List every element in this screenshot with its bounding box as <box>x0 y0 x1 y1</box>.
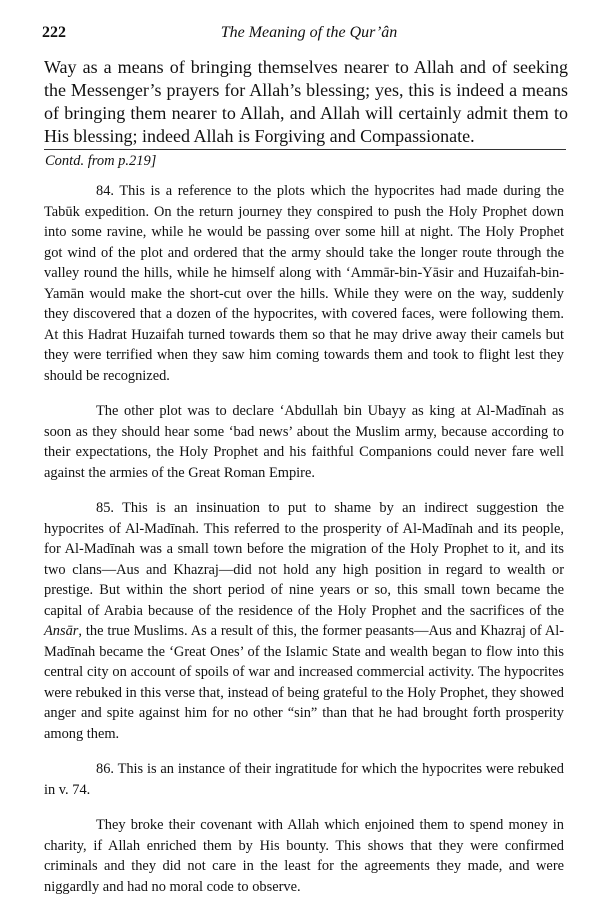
note-paragraph: 86. This is an instance of their ingratitude for which the hypocrites were rebuked in v. 74. <box>44 761 564 798</box>
note-paragraph: They broke their covenant with Allah which enjoined them to spend money in charity, if Allah enriched them by His bounty. This shows that they were confirmed criminals and they did not care in the least for the agreements they made, and were niggardly and had no moral code to observe. <box>44 817 564 895</box>
commentary-notes <box>44 181 564 897</box>
page-number: 222 <box>42 24 66 41</box>
continued-from-label: Contd. from p.219] <box>45 153 157 169</box>
running-title: The Meaning of the Qur’ân <box>220 24 398 41</box>
note-paragraph: 84. This is a reference to the plots which the hypocrites had made during the Tabūk expedition. On the return journey they conspired to push the Holy Prophet down into some ravine, while he would be passing over some hill at night. The Holy Prophet got wind of the plot and ordered that the army should take the longer route through the valley round the hills, while he himself along with ‘Ammār-bin-Yāsir and Huzaifah-bin-Yamān would make the short-cut over the hills. While they were on the way, suddenly they discovered that a dozen of the hypocrites, with covered faces, were following them. At this Hadrat Huzaifah turned towards them so that he may drive away their camels but they were terrified when they saw him coming towards them and took to flight lest they should be recognized. <box>44 183 564 384</box>
section-divider <box>44 149 566 150</box>
page-header <box>42 24 576 46</box>
emphasized-term: Ansār <box>44 623 79 639</box>
note-paragraph: 85. This is an insinuation to put to shame by an indirect suggestion the hypocrites of Al-Madīnah. This referred to the prosperity of Al-Madīnah and its people, for Al-Madīnah was a small town before the migration of the Holy Prophet to it, and its two clans—Aus and Khazraj—did not hold any high position in regard to wealth or prestige. But within the short period of nine years or so, this small town became the capital of Arabia because of the residence of the Holy Prophet and the sacrifices of the Ansār, the true Muslims. As a result of this, the former peasants—Aus and Khazraj of Al-Madīnah became the ‘Great Ones’ of the Islamic State and wealth began to flow into this central city on account of spoils of war and increased commercial activity. The hypocrites were rebuked in this verse that, instead of being grateful to the Holy Prophet, they showed anger and spite against him for no other “sin” than that he had brought forth prosperity among them. <box>44 500 564 742</box>
note-paragraph: The other plot was to declare ‘Abdullah bin Ubayy as king at Al-Madīnah as soon as they should hear some ‘bad news’ about the Muslim army, because according to their expectations, the Holy Prophet and his faithful Companions could never fare well against the armies of the Great Roman Empire. <box>44 403 564 481</box>
verse-translation: Way as a means of bringing themselves nearer to Allah and of seeking the Messenger’s prayers for Allah’s blessing; yes, this is indeed a means of bringing them nearer to Allah, and Allah will certainly admit them to His blessing; indeed Allah is Forgiving and Compassionate. <box>44 57 568 146</box>
